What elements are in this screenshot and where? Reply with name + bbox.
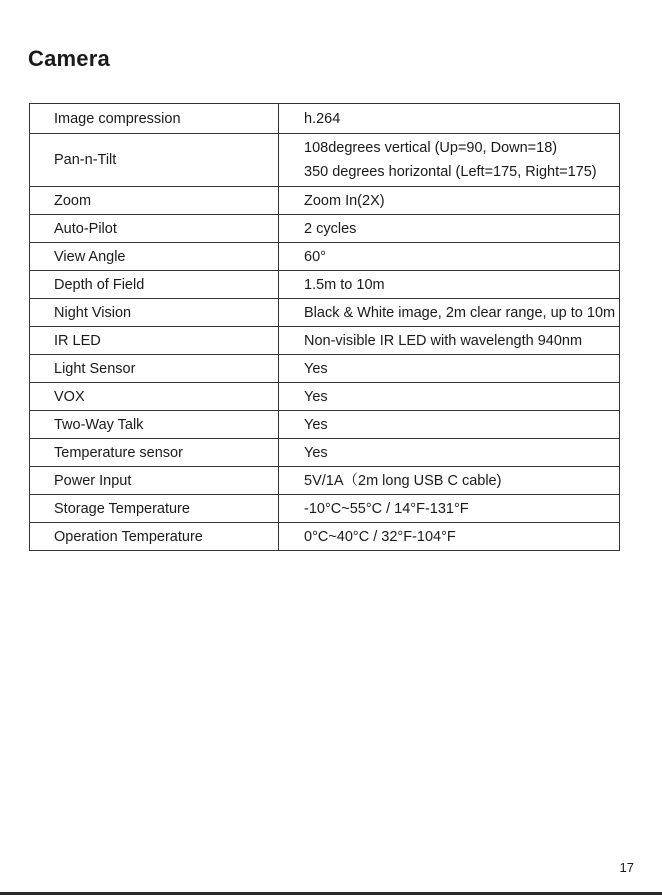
- page-number: 17: [619, 860, 634, 875]
- spec-value: [279, 271, 620, 299]
- table-row: [30, 411, 620, 439]
- spec-value: [279, 383, 620, 411]
- spec-value-line: Non-visible IR LED with wavelength 940nm: [304, 332, 583, 349]
- table-row: [30, 243, 620, 271]
- spec-value: [279, 439, 620, 467]
- table-row: [30, 215, 620, 243]
- spec-label: Image compression: [30, 104, 279, 134]
- spec-label: Night Vision: [30, 299, 279, 327]
- table-row: [30, 187, 620, 215]
- spec-label: Pan-n-Tilt: [30, 134, 279, 187]
- spec-value-line: -10°C~55°C / 14°F-131°F: [304, 500, 469, 517]
- spec-value: [279, 187, 620, 215]
- spec-label: Operation Temperature: [30, 523, 279, 551]
- table-row: [30, 134, 620, 187]
- spec-label: View Angle: [30, 243, 279, 271]
- spec-value: [279, 327, 620, 355]
- spec-value: [279, 299, 620, 327]
- spec-value-line: Yes: [304, 416, 328, 433]
- spec-label: Zoom: [30, 187, 279, 215]
- spec-value: [279, 467, 620, 495]
- table-row: [30, 104, 620, 134]
- spec-value-line: Yes: [304, 388, 328, 405]
- spec-value-line: 5V/1A（2m long USB C cable): [304, 472, 502, 489]
- spec-label: Storage Temperature: [30, 495, 279, 523]
- table-row: [30, 271, 620, 299]
- spec-value-line: 0°C~40°C / 32°F-104°F: [304, 528, 456, 545]
- spec-value-line: h.264: [304, 110, 341, 127]
- spec-label: Two-Way Talk: [30, 411, 279, 439]
- spec-value: [279, 243, 620, 271]
- table-row: [30, 439, 620, 467]
- spec-value-line: Zoom In(2X): [304, 192, 385, 209]
- table-row: [30, 467, 620, 495]
- spec-value-line: Yes: [304, 360, 328, 377]
- spec-value: [279, 411, 620, 439]
- spec-value: [279, 495, 620, 523]
- table-row: [30, 355, 620, 383]
- spec-label: Temperature sensor: [30, 439, 279, 467]
- spec-value-line: Yes: [304, 444, 328, 461]
- spec-value: [279, 523, 620, 551]
- spec-table: [29, 103, 620, 551]
- table-row: [30, 299, 620, 327]
- spec-label: Light Sensor: [30, 355, 279, 383]
- spec-value: [279, 104, 620, 134]
- spec-value: [279, 355, 620, 383]
- spec-value-line: 60°: [304, 248, 326, 265]
- table-row: [30, 327, 620, 355]
- spec-value-line: Black & White image, 2m clear range, up to 10m: [304, 304, 616, 321]
- table-row: [30, 523, 620, 551]
- spec-value-line: 2 cycles: [304, 220, 357, 237]
- spec-label: Auto-Pilot: [30, 215, 279, 243]
- spec-label: VOX: [30, 383, 279, 411]
- spec-label: Power Input: [30, 467, 279, 495]
- spec-table-body: [30, 104, 620, 551]
- spec-value-line: 108degrees vertical (Up=90, Down=18): [304, 140, 558, 156]
- spec-label: Depth of Field: [30, 271, 279, 299]
- table-row: [30, 383, 620, 411]
- page-title: Camera: [28, 46, 110, 71]
- spec-value-line: 350 degrees horizontal (Left=175, Right=175): [304, 164, 597, 180]
- spec-label: IR LED: [30, 327, 279, 355]
- spec-value: [279, 215, 620, 243]
- spec-value-line: 1.5m to 10m: [304, 276, 385, 293]
- table-row: [30, 495, 620, 523]
- spec-value: [279, 134, 620, 187]
